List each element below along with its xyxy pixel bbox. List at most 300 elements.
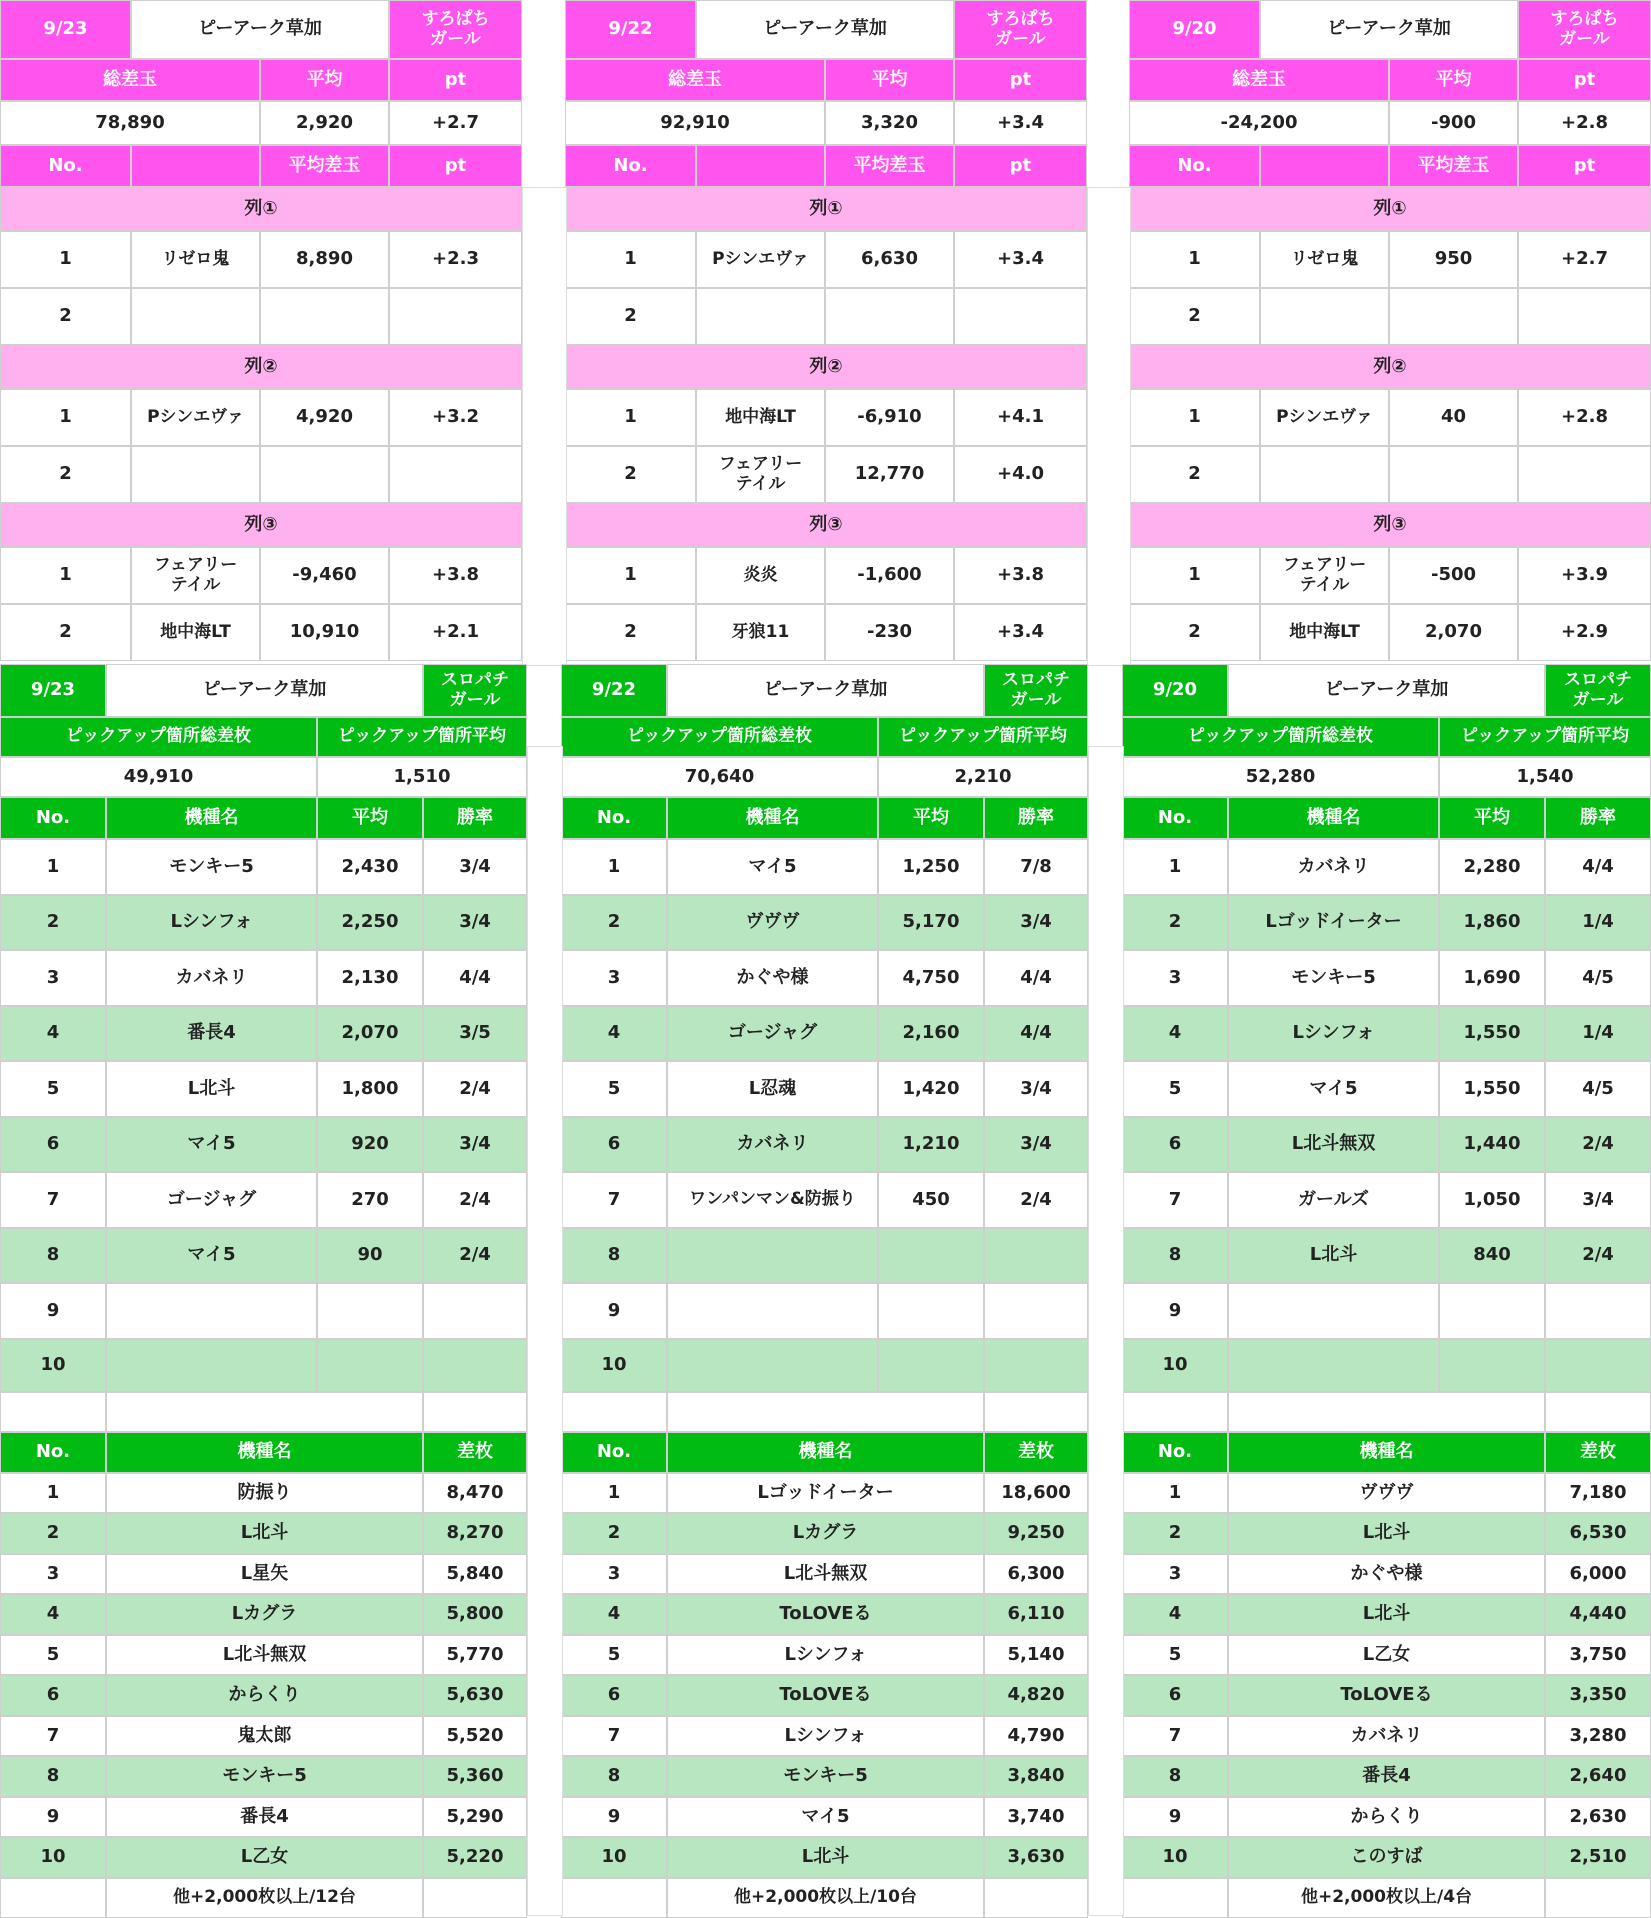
row-no: 1 (1129, 231, 1260, 288)
pickup-total-value: 49,910 (0, 757, 317, 797)
row-no: 8 (1122, 1756, 1228, 1797)
avg-diff-header: 平均差玉 (1389, 145, 1518, 187)
column-gap (527, 746, 563, 1916)
model-name: Pシンエヴァ (1260, 389, 1389, 446)
spacer-cell (1122, 1392, 1228, 1432)
no-header: No. (1129, 145, 1260, 187)
date-label: 9/20 (1129, 0, 1260, 59)
avg-diff: 40 (1389, 389, 1518, 446)
no-header: No. (1122, 1432, 1228, 1473)
model-name: ToLOVEる (1228, 1675, 1545, 1716)
diff-value: 5,290 (423, 1797, 527, 1837)
model-name (131, 446, 260, 503)
average-value: 840 (1439, 1228, 1545, 1283)
spacer-cell (106, 1392, 423, 1432)
win-rate (984, 1228, 1088, 1283)
pickup-average-value: 1,540 (1439, 757, 1651, 797)
pickup-total-header: ピックアップ箇所総差枚 (0, 717, 317, 757)
spacer-cell (984, 1392, 1088, 1432)
row-no: 2 (565, 288, 696, 345)
row-no: 2 (0, 446, 131, 503)
model-name: マイ5 (667, 839, 878, 895)
row-no: 5 (561, 1635, 667, 1675)
footer-blank (0, 1878, 106, 1918)
model-name: からくり (1228, 1797, 1545, 1837)
avg-diff: 950 (1389, 231, 1518, 288)
row-no: 5 (0, 1635, 106, 1675)
model-name: かぐや様 (1228, 1554, 1545, 1594)
win-rate: 3/4 (423, 839, 527, 895)
row-no: 1 (0, 231, 131, 288)
diff-value: 6,530 (1545, 1513, 1651, 1554)
average-value (1439, 1283, 1545, 1339)
row-no: 6 (1122, 1117, 1228, 1172)
pt: +3.4 (954, 231, 1087, 288)
average-value: 1,690 (1439, 950, 1545, 1006)
footer-blank (984, 1878, 1088, 1918)
diff-value: 6,110 (984, 1594, 1088, 1635)
brand-label: すろぱち ガール (1518, 0, 1651, 59)
average-value: 450 (878, 1172, 984, 1228)
avg-diff: 10,910 (260, 604, 389, 661)
model-name: フェアリー テイル (696, 446, 825, 503)
store-name: ピーアーク草加 (131, 0, 389, 59)
model-header: 機種名 (1228, 797, 1439, 839)
average-value: 1,550 (1439, 1061, 1545, 1117)
model-name: ゴージャグ (667, 1006, 878, 1061)
row-no: 1 (565, 389, 696, 446)
model-header: 機種名 (1228, 1432, 1545, 1473)
model-name: ToLOVEる (667, 1675, 984, 1716)
average-value: 920 (317, 1117, 423, 1172)
row-no: 7 (1122, 1172, 1228, 1228)
row-no: 8 (1122, 1228, 1228, 1283)
row-no: 6 (561, 1675, 667, 1716)
model-name: 鬼太郎 (106, 1716, 423, 1756)
row-no: 1 (1122, 839, 1228, 895)
average-value: 1,420 (878, 1061, 984, 1117)
model-name (1260, 288, 1389, 345)
model-name: からくり (106, 1675, 423, 1716)
row-no: 3 (561, 950, 667, 1006)
row-no: 10 (561, 1339, 667, 1392)
model-name: カバネリ (106, 950, 317, 1006)
diff-value: 3,840 (984, 1756, 1088, 1797)
row-no: 2 (1129, 288, 1260, 345)
row-no: 2 (0, 604, 131, 661)
footer-note: 他+2,000枚以上/10台 (667, 1878, 984, 1918)
win-rate (984, 1339, 1088, 1392)
diff-value: 5,140 (984, 1635, 1088, 1675)
average-header: 平均 (1389, 59, 1518, 101)
win-rate-header: 勝率 (984, 797, 1088, 839)
row-no: 9 (0, 1283, 106, 1339)
avg-diff (825, 288, 954, 345)
win-rate (1545, 1283, 1651, 1339)
pickup-total-value: 52,280 (1122, 757, 1439, 797)
model-name: L北斗 (1228, 1513, 1545, 1554)
model-name: マイ5 (1228, 1061, 1439, 1117)
model-name: ヴヴヴ (1228, 1473, 1545, 1513)
pt-value: +2.8 (1518, 101, 1651, 145)
row-no: 6 (561, 1117, 667, 1172)
average-header: 平均 (825, 59, 954, 101)
row-no: 10 (0, 1837, 106, 1878)
win-rate: 3/4 (984, 1117, 1088, 1172)
pt (389, 446, 522, 503)
row-no: 5 (0, 1061, 106, 1117)
model-name: モンキー5 (106, 1756, 423, 1797)
model-name: このすば (1228, 1837, 1545, 1878)
avg-diff (1389, 446, 1518, 503)
row-no: 4 (1122, 1006, 1228, 1061)
column-gap (1087, 187, 1131, 666)
win-rate-header: 勝率 (1545, 797, 1651, 839)
model-name: リゼロ鬼 (1260, 231, 1389, 288)
win-rate: 3/4 (984, 1061, 1088, 1117)
slot-table (0, 664, 527, 1914)
no-header: No. (1122, 797, 1228, 839)
spacer-cell (423, 1392, 527, 1432)
average-value: 2,130 (317, 950, 423, 1006)
model-name: L星矢 (106, 1554, 423, 1594)
diff-value: 5,800 (423, 1594, 527, 1635)
model-name: L北斗 (1228, 1594, 1545, 1635)
model-name: L北斗 (106, 1513, 423, 1554)
average-value (878, 1339, 984, 1392)
avg-diff (1389, 288, 1518, 345)
win-rate: 2/4 (423, 1061, 527, 1117)
average-value (317, 1283, 423, 1339)
row-no: 4 (0, 1594, 106, 1635)
row-no: 2 (1129, 604, 1260, 661)
spacer-cell (1228, 1392, 1545, 1432)
average-value (317, 1339, 423, 1392)
row-no: 1 (565, 547, 696, 604)
section-title: 列② (565, 345, 1087, 389)
row-no: 7 (0, 1716, 106, 1756)
model-name: ヴヴヴ (667, 895, 878, 950)
no-header: No. (0, 145, 131, 187)
row-no: 1 (0, 547, 131, 604)
row-no: 1 (561, 839, 667, 895)
model-name: Lカグラ (106, 1594, 423, 1635)
model-name: ガールズ (1228, 1172, 1439, 1228)
no-header: No. (565, 145, 696, 187)
diff-value: 2,640 (1545, 1756, 1651, 1797)
row-no: 6 (0, 1675, 106, 1716)
brand-label: すろぱち ガール (389, 0, 522, 59)
pt (1518, 288, 1651, 345)
win-rate: 4/5 (1545, 1061, 1651, 1117)
row-no: 5 (561, 1061, 667, 1117)
average-value: 4,750 (878, 950, 984, 1006)
model-name: リゼロ鬼 (131, 231, 260, 288)
diff-value: 3,740 (984, 1797, 1088, 1837)
win-rate: 3/4 (984, 895, 1088, 950)
diff-value: 5,770 (423, 1635, 527, 1675)
pt: +3.9 (1518, 547, 1651, 604)
diff-value: 3,280 (1545, 1716, 1651, 1756)
row-no: 8 (0, 1228, 106, 1283)
row-no: 7 (1122, 1716, 1228, 1756)
pachinko-table (565, 0, 1087, 664)
model-header: 機種名 (667, 1432, 984, 1473)
model-name (1228, 1283, 1439, 1339)
row-no: 5 (1122, 1061, 1228, 1117)
average-value: 2,160 (878, 1006, 984, 1061)
pickup-average-value: 1,510 (317, 757, 527, 797)
model-name: モンキー5 (106, 839, 317, 895)
total-value: 92,910 (565, 101, 825, 145)
row-no: 1 (1129, 547, 1260, 604)
diff-value: 5,220 (423, 1837, 527, 1878)
row-no: 2 (1122, 1513, 1228, 1554)
pickup-average-header: ピックアップ箇所平均 (317, 717, 527, 757)
pt (389, 288, 522, 345)
row-no: 3 (0, 950, 106, 1006)
model-name: Lシンフォ (667, 1635, 984, 1675)
win-rate-header: 勝率 (423, 797, 527, 839)
row-no: 8 (561, 1228, 667, 1283)
average-value: 3,320 (825, 101, 954, 145)
diff-value: 2,510 (1545, 1837, 1651, 1878)
diff-value: 5,840 (423, 1554, 527, 1594)
model-name: ワンパンマン&防振り (667, 1172, 878, 1228)
brand-label: スロパチ ガール (984, 664, 1088, 717)
section-title: 列② (0, 345, 522, 389)
model-name: 番長4 (106, 1006, 317, 1061)
pt-header: pt (1518, 59, 1651, 101)
section-title: 列③ (0, 503, 522, 547)
average-value: 1,800 (317, 1061, 423, 1117)
store-name: ピーアーク草加 (667, 664, 984, 717)
model-name: L乙女 (1228, 1635, 1545, 1675)
win-rate: 2/4 (984, 1172, 1088, 1228)
model-name: Lシンフォ (667, 1716, 984, 1756)
pt: +2.7 (1518, 231, 1651, 288)
model-name: カバネリ (667, 1117, 878, 1172)
win-rate: 4/4 (984, 950, 1088, 1006)
pt: +3.2 (389, 389, 522, 446)
model-name: L北斗無双 (667, 1554, 984, 1594)
date-label: 9/23 (0, 0, 131, 59)
footer-blank (423, 1878, 527, 1918)
avg-diff: 8,890 (260, 231, 389, 288)
row-no: 10 (561, 1837, 667, 1878)
average-value: 1,860 (1439, 895, 1545, 950)
row-no: 2 (565, 446, 696, 503)
avg-diff-header: 平均差玉 (260, 145, 389, 187)
model-name: 炎炎 (696, 547, 825, 604)
model-name: L北斗無双 (106, 1635, 423, 1675)
row-no: 6 (1122, 1675, 1228, 1716)
row-no: 9 (0, 1797, 106, 1837)
total-header: 総差玉 (1129, 59, 1389, 101)
pachinko-table (1129, 0, 1651, 664)
diff-header: 差枚 (984, 1432, 1088, 1473)
row-no: 2 (0, 288, 131, 345)
pt-header: pt (954, 59, 1087, 101)
row-no: 3 (1122, 950, 1228, 1006)
row-no: 1 (565, 231, 696, 288)
model-name: L北斗無双 (1228, 1117, 1439, 1172)
pt-header: pt (1518, 145, 1651, 187)
footer-note: 他+2,000枚以上/4台 (1228, 1878, 1545, 1918)
model-name: モンキー5 (667, 1756, 984, 1797)
section-title: 列③ (1129, 503, 1651, 547)
row-no: 2 (565, 604, 696, 661)
win-rate: 3/4 (1545, 1172, 1651, 1228)
row-no: 2 (1129, 446, 1260, 503)
average-value (878, 1283, 984, 1339)
avg-diff: -6,910 (825, 389, 954, 446)
average-value: 1,210 (878, 1117, 984, 1172)
model-name: マイ5 (667, 1797, 984, 1837)
footer-blank (1545, 1878, 1651, 1918)
row-no: 2 (1122, 895, 1228, 950)
row-no: 9 (561, 1797, 667, 1837)
row-no: 1 (1122, 1473, 1228, 1513)
spacer-cell (1545, 1392, 1651, 1432)
diff-header: 差枚 (1545, 1432, 1651, 1473)
model-name: L北斗 (1228, 1228, 1439, 1283)
section-title: 列① (0, 187, 522, 231)
spacer-cell (667, 1392, 984, 1432)
average-value: 2,250 (317, 895, 423, 950)
avg-diff: -500 (1389, 547, 1518, 604)
avg-diff: 12,770 (825, 446, 954, 503)
pachinko-table (0, 0, 522, 664)
pickup-average-header: ピックアップ箇所平均 (1439, 717, 1651, 757)
avg-diff: -230 (825, 604, 954, 661)
win-rate (423, 1283, 527, 1339)
win-rate: 4/4 (423, 950, 527, 1006)
blank-header (1260, 145, 1389, 187)
avg-diff-header: 平均差玉 (825, 145, 954, 187)
pt-value: +3.4 (954, 101, 1087, 145)
section-title: 列① (1129, 187, 1651, 231)
win-rate: 1/4 (1545, 895, 1651, 950)
row-no: 4 (0, 1006, 106, 1061)
diff-value: 5,520 (423, 1716, 527, 1756)
date-label: 9/22 (561, 664, 667, 717)
model-name: マイ5 (106, 1117, 317, 1172)
section-title: 列① (565, 187, 1087, 231)
pt: +3.8 (389, 547, 522, 604)
model-name (1228, 1339, 1439, 1392)
row-no: 2 (561, 1513, 667, 1554)
row-no: 6 (0, 1117, 106, 1172)
row-no: 7 (561, 1172, 667, 1228)
model-name: Lゴッドイーター (1228, 895, 1439, 950)
model-name: 地中海LT (1260, 604, 1389, 661)
store-name: ピーアーク草加 (696, 0, 954, 59)
pt: +2.1 (389, 604, 522, 661)
win-rate: 2/4 (423, 1172, 527, 1228)
win-rate: 4/4 (984, 1006, 1088, 1061)
avg-diff: -1,600 (825, 547, 954, 604)
win-rate: 3/5 (423, 1006, 527, 1061)
win-rate: 2/4 (1545, 1228, 1651, 1283)
spacer-cell (561, 1392, 667, 1432)
row-no: 9 (561, 1283, 667, 1339)
average-value: 2,920 (260, 101, 389, 145)
row-no: 10 (1122, 1339, 1228, 1392)
row-no: 9 (1122, 1797, 1228, 1837)
diff-value: 4,440 (1545, 1594, 1651, 1635)
date-label: 9/20 (1122, 664, 1228, 717)
row-no: 1 (1129, 389, 1260, 446)
brand-label: すろぱち ガール (954, 0, 1087, 59)
model-name (667, 1283, 878, 1339)
win-rate (1545, 1339, 1651, 1392)
diff-value: 5,630 (423, 1675, 527, 1716)
model-name: 牙狼11 (696, 604, 825, 661)
model-name: Lシンフォ (106, 895, 317, 950)
row-no: 2 (561, 895, 667, 950)
row-no: 8 (0, 1756, 106, 1797)
row-no: 1 (0, 1473, 106, 1513)
model-name: 地中海LT (696, 389, 825, 446)
store-name: ピーアーク草加 (1260, 0, 1518, 59)
diff-value: 18,600 (984, 1473, 1088, 1513)
win-rate: 7/8 (984, 839, 1088, 895)
model-name (131, 288, 260, 345)
average-header: 平均 (1439, 797, 1545, 839)
win-rate: 4/5 (1545, 950, 1651, 1006)
pt: +2.3 (389, 231, 522, 288)
footer-blank (561, 1878, 667, 1918)
model-header: 機種名 (106, 797, 317, 839)
pt: +4.0 (954, 446, 1087, 503)
diff-value: 3,350 (1545, 1675, 1651, 1716)
model-name: フェアリー テイル (1260, 547, 1389, 604)
average-value: 1,440 (1439, 1117, 1545, 1172)
section-title: 列③ (565, 503, 1087, 547)
row-no: 4 (561, 1006, 667, 1061)
average-value: 1,050 (1439, 1172, 1545, 1228)
row-no: 2 (0, 1513, 106, 1554)
pickup-total-value: 70,640 (561, 757, 878, 797)
no-header: No. (0, 797, 106, 839)
spacer-cell (0, 1392, 106, 1432)
pt: +4.1 (954, 389, 1087, 446)
diff-value: 9,250 (984, 1513, 1088, 1554)
win-rate: 1/4 (1545, 1006, 1651, 1061)
model-name: カバネリ (1228, 839, 1439, 895)
avg-diff: -9,460 (260, 547, 389, 604)
row-no: 1 (561, 1473, 667, 1513)
no-header: No. (561, 1432, 667, 1473)
average-value: 2,070 (317, 1006, 423, 1061)
model-name: Lゴッドイーター (667, 1473, 984, 1513)
diff-value: 5,360 (423, 1756, 527, 1797)
avg-diff: 4,920 (260, 389, 389, 446)
row-no: 1 (0, 389, 131, 446)
pt-header: pt (954, 145, 1087, 187)
no-header: No. (0, 1432, 106, 1473)
model-name: マイ5 (106, 1228, 317, 1283)
model-name (696, 288, 825, 345)
diff-header: 差枚 (423, 1432, 527, 1473)
average-value: 5,170 (878, 895, 984, 950)
pt: +3.8 (954, 547, 1087, 604)
model-name: Lシンフォ (1228, 1006, 1439, 1061)
model-name: モンキー5 (1228, 950, 1439, 1006)
average-value: 1,550 (1439, 1006, 1545, 1061)
model-name (667, 1228, 878, 1283)
